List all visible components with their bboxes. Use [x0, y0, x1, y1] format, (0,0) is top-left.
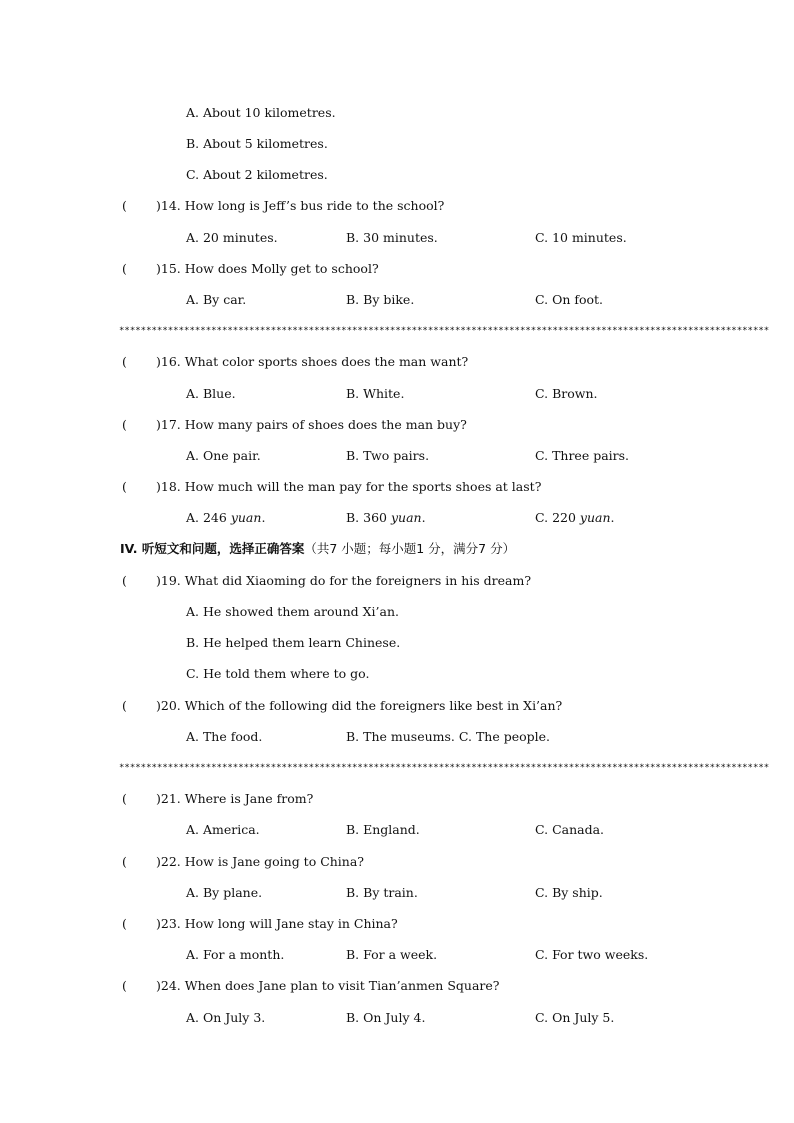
question-number: )22.: [156, 854, 181, 869]
answer-blank: (: [122, 698, 127, 713]
answer-blank: (: [122, 916, 127, 931]
question-text: When does Jane plan to visit Tian’anmen Square?: [184, 978, 500, 993]
option-b: B. On July 4.: [346, 1010, 426, 1025]
q19-option-a: A. He showed them around Xi’an.: [186, 604, 399, 619]
option-b: B. Two pairs.: [346, 448, 430, 463]
option-c: C. 10 minutes.: [535, 230, 627, 245]
question-number: )23.: [156, 916, 181, 931]
option-b: B. 30 minutes.: [346, 230, 438, 245]
option-a: A. On July 3.: [186, 1010, 266, 1025]
question-24: [122, 976, 499, 996]
option-a: A. Blue.: [186, 386, 236, 401]
question-18: [122, 477, 541, 497]
question-text: How much will the man pay for the sports shoes at last?: [184, 479, 542, 494]
question-number: )16.: [156, 354, 181, 369]
question-text: What did Xiaoming do for the foreigners in his dream?: [184, 573, 532, 588]
option-c: C. Canada.: [535, 822, 605, 837]
option-c: C. On July 5.: [535, 1010, 615, 1025]
option-b: B. England.: [346, 822, 420, 837]
question-16: [122, 352, 468, 372]
q19-option-c: C. He told them where to go.: [186, 666, 370, 681]
option-b: B. By bike.: [346, 292, 415, 307]
option-c: C. Three pairs.: [535, 448, 630, 463]
answer-blank: (: [122, 791, 127, 806]
question-text: How many pairs of shoes does the man buy?: [184, 417, 467, 432]
option-b: B. 360 yuan.: [346, 510, 426, 525]
q14-options: [186, 228, 666, 248]
section-iv-note: （共7 小题；每小题1 分，满分7 分）: [304, 541, 516, 556]
option-a: A. One pair.: [186, 448, 261, 463]
section-iv-heading: [120, 539, 515, 559]
question-number: )18.: [156, 479, 181, 494]
question-21: [122, 789, 313, 809]
answer-blank: (: [122, 479, 127, 494]
question-number: )21.: [156, 791, 181, 806]
q15-options: [186, 290, 666, 310]
question-14: [122, 196, 444, 216]
question-number: )19.: [156, 573, 181, 588]
question-text: How long is Jeff’s bus ride to the school?: [184, 198, 445, 213]
option-b: B. By train.: [346, 885, 418, 900]
option-c: C. By ship.: [535, 885, 603, 900]
question-20: [122, 696, 562, 716]
question-19: [122, 571, 531, 591]
question-15: [122, 259, 379, 279]
option-c: C. Brown.: [535, 386, 598, 401]
answer-blank: (: [122, 573, 127, 588]
q19-option-b: B. He helped them learn Chinese.: [186, 635, 401, 650]
option-b-c: B. The museums. C. The people.: [346, 729, 550, 744]
option-a: A. For a month.: [186, 947, 285, 962]
answer-blank: (: [122, 978, 127, 993]
option-a: A. The food.: [186, 729, 263, 744]
question-number: )24.: [156, 978, 181, 993]
option-a: A. America.: [186, 822, 260, 837]
question-text: How does Molly get to school?: [184, 261, 379, 276]
answer-blank: (: [122, 417, 127, 432]
q22-options: [186, 883, 666, 903]
question-22: [122, 852, 364, 872]
question-number: )14.: [156, 198, 181, 213]
answer-blank: (: [122, 354, 127, 369]
question-text: What color sports shoes does the man want?: [184, 354, 469, 369]
question-text: Where is Jane from?: [184, 791, 314, 806]
q20-options: [186, 727, 666, 747]
question-number: )15.: [156, 261, 181, 276]
answer-blank: (: [122, 854, 127, 869]
question-17: [122, 415, 467, 435]
q16-options: [186, 384, 666, 404]
option-a: A. 20 minutes.: [186, 230, 278, 245]
option-c: C. On foot.: [535, 292, 604, 307]
answer-blank: (: [122, 198, 127, 213]
q23-options: [186, 945, 666, 965]
q13-option-a: A. About 10 kilometres.: [186, 105, 336, 120]
option-a: A. By plane.: [186, 885, 263, 900]
section-divider: ************************************************************************************************************************: [119, 763, 770, 773]
question-text: How long will Jane stay in China?: [184, 916, 398, 931]
answer-blank: (: [122, 261, 127, 276]
q18-options: [186, 508, 666, 528]
section-divider: ************************************************************************************************************************: [119, 326, 770, 336]
q24-options: [186, 1008, 666, 1028]
question-number: )20.: [156, 698, 181, 713]
option-c: C. 220 yuan.: [535, 510, 615, 525]
option-a: A. 246 yuan.: [186, 510, 266, 525]
q13-option-b: B. About 5 kilometres.: [186, 136, 328, 151]
q13-option-c: C. About 2 kilometres.: [186, 167, 328, 182]
option-c: C. For two weeks.: [535, 947, 649, 962]
question-23: [122, 914, 398, 934]
option-b: B. White.: [346, 386, 405, 401]
question-number: )17.: [156, 417, 181, 432]
question-text: Which of the following did the foreigners like best in Xi’an?: [184, 698, 563, 713]
q17-options: [186, 446, 666, 466]
section-iv-title: IV. 听短文和问题，选择正确答案: [120, 541, 305, 556]
q21-options: [186, 820, 666, 840]
question-text: How is Jane going to China?: [184, 854, 365, 869]
option-a: A. By car.: [186, 292, 247, 307]
option-b: B. For a week.: [346, 947, 438, 962]
